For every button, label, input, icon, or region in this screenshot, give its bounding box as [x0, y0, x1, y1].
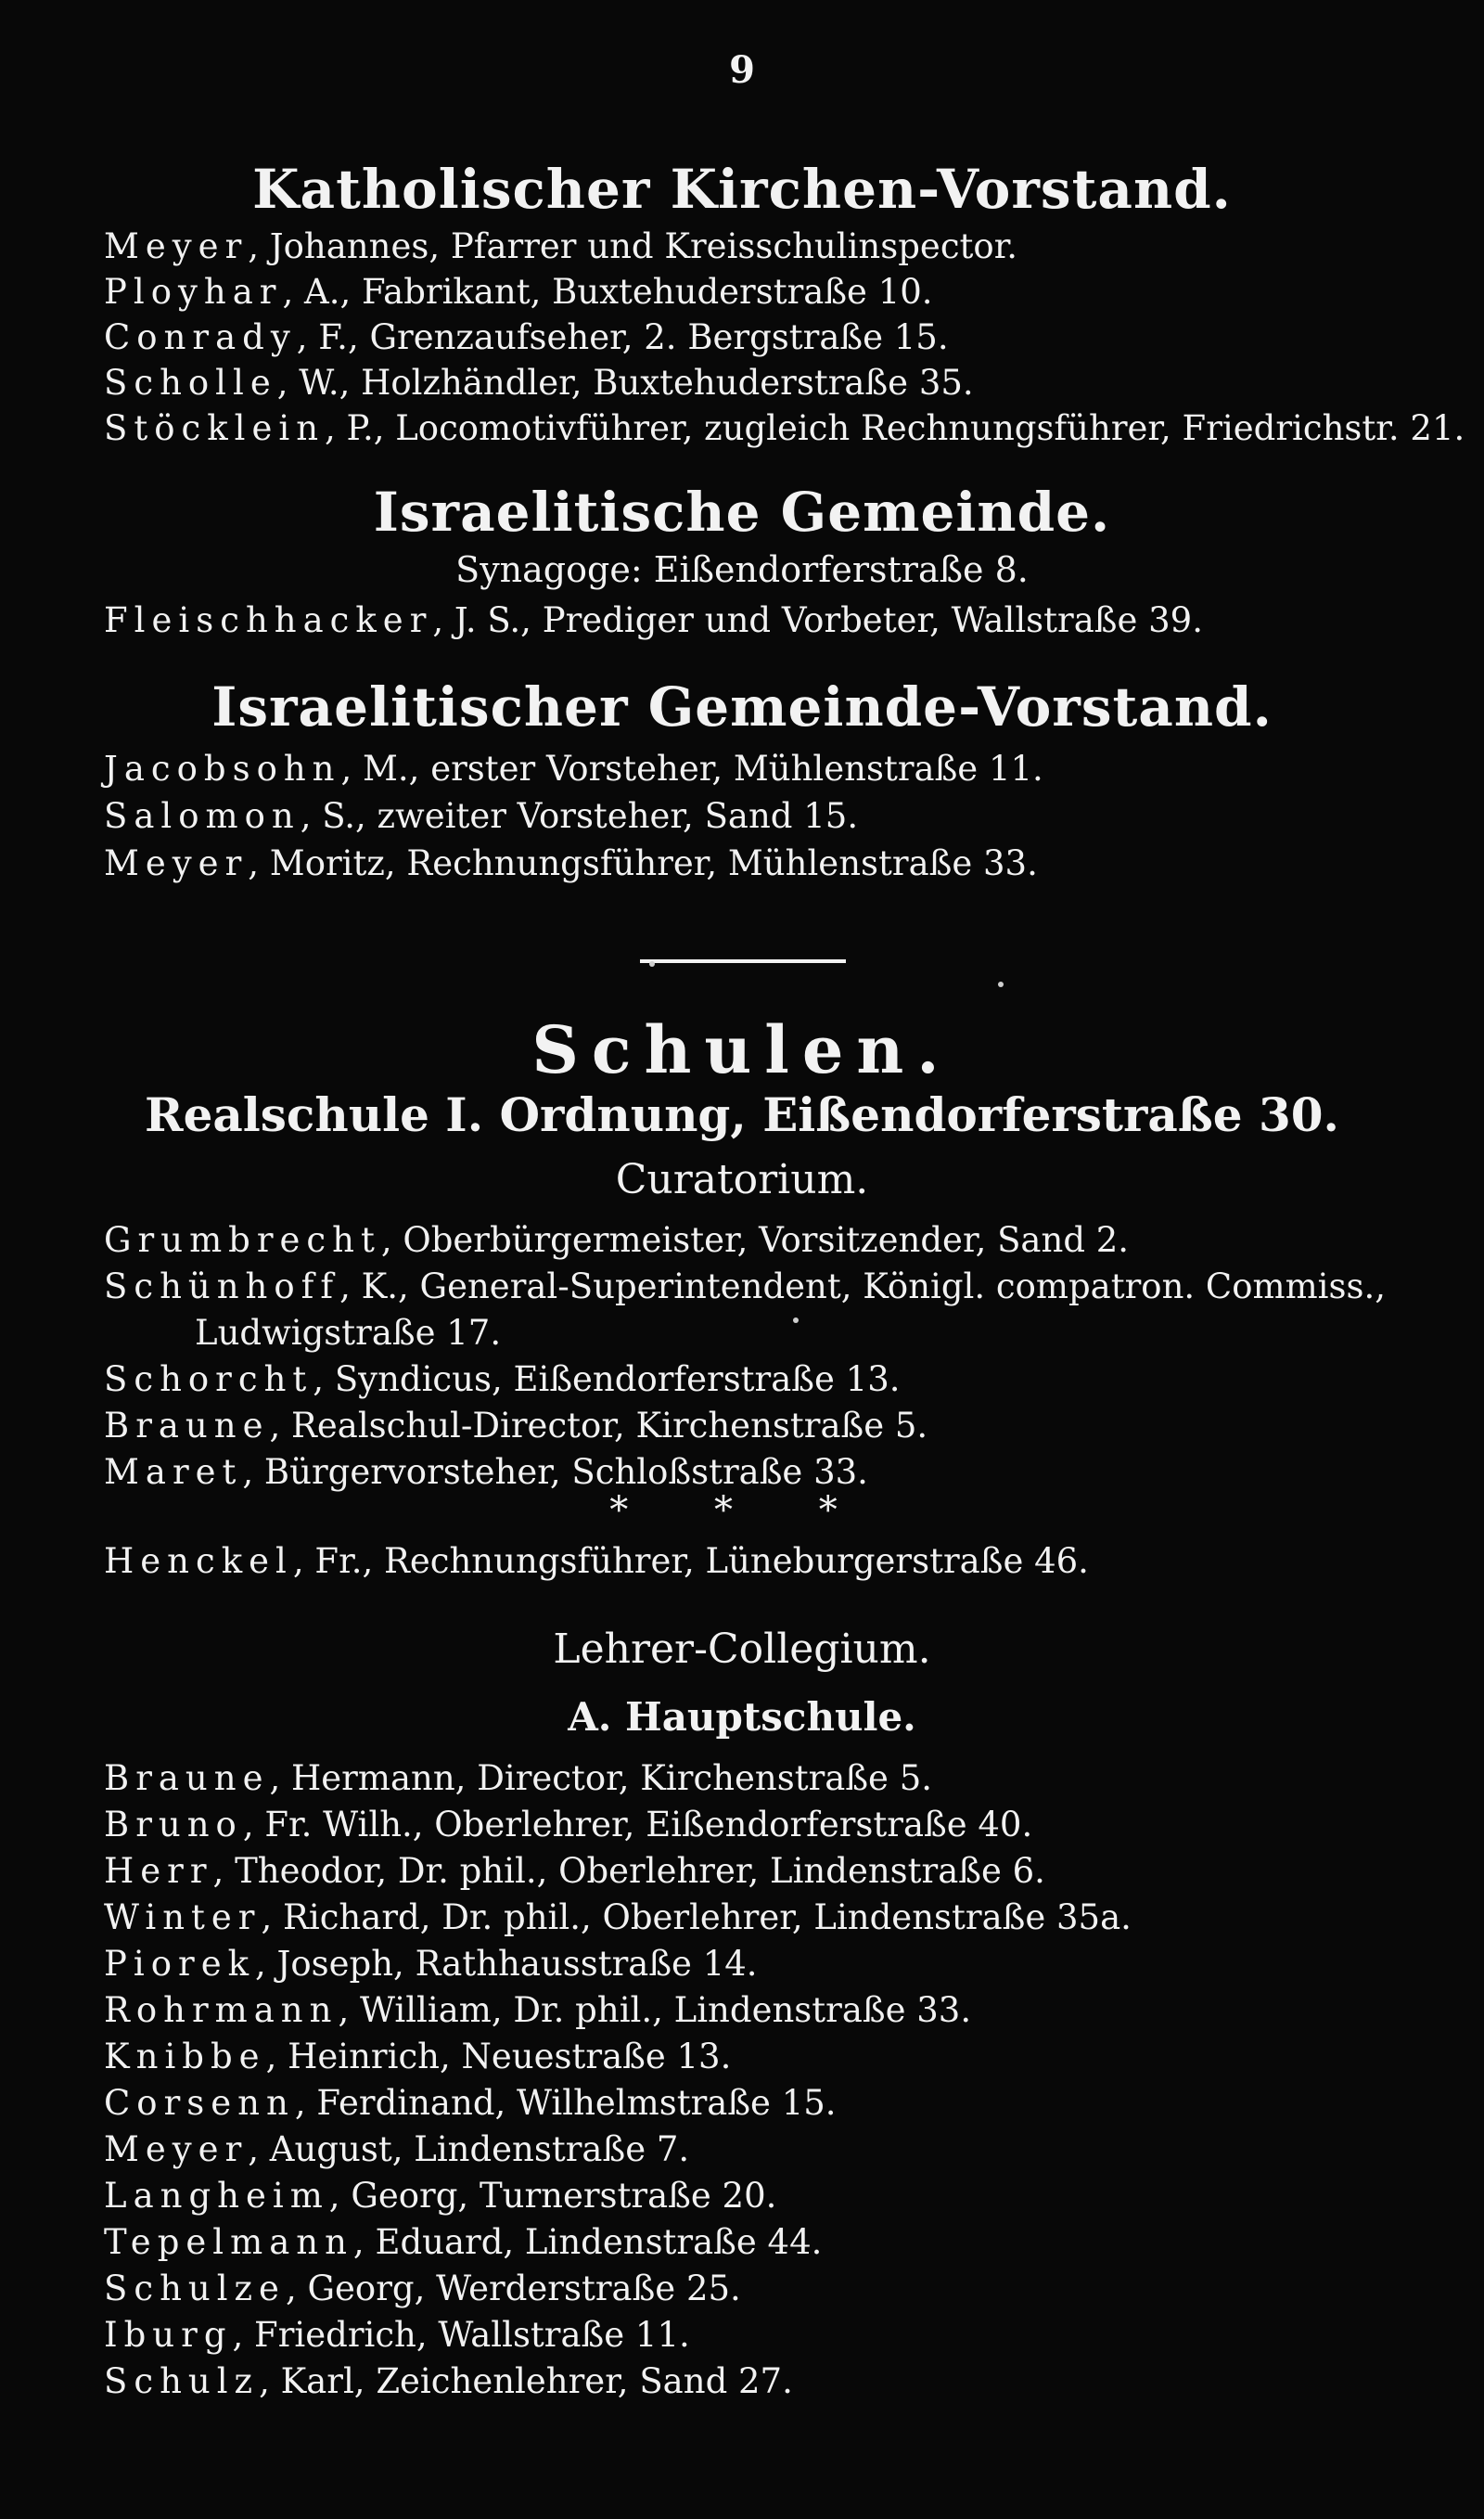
ink-speck	[998, 982, 1004, 987]
entry-details: , P., Locomotivführer, zugleich Rechnungsführer, Friedrichstr. 21.	[325, 408, 1465, 448]
entry-continuation-line	[195, 1312, 501, 1355]
entry-name: Jacobsohn	[104, 749, 341, 789]
entry-line	[104, 1943, 758, 1986]
entry-line	[104, 1266, 1386, 1308]
main-school-heading: A. Hauptschule.	[568, 1694, 916, 1740]
curatorium-heading: Curatorium.	[615, 1156, 869, 1203]
section-divider	[640, 959, 846, 963]
entry-details: , Fr. Wilh., Oberlehrer, Eißendorferstraße 40.	[242, 1805, 1033, 1844]
entry-name: Meyer	[104, 843, 249, 883]
entry-name: Bruno	[104, 1805, 243, 1844]
entry-line	[104, 748, 1043, 790]
entry-line	[104, 795, 858, 838]
entry-details: , Richard, Dr. phil., Oberlehrer, Lindenstraße 35a.	[261, 1897, 1132, 1937]
entry-line	[104, 362, 974, 405]
synagogue-line: Synagoge: Eißendorferstraße 8.	[455, 549, 1029, 590]
entry-line	[104, 1405, 928, 1447]
entry-name: Piorek	[104, 1944, 256, 1984]
entry-line	[104, 407, 1465, 450]
entry-details: , Joseph, Rathhausstraße 14.	[255, 1944, 758, 1984]
schools-heading: Schulen.	[531, 1011, 953, 1088]
entry-line	[104, 271, 933, 314]
asterism: * * *	[609, 1489, 875, 1532]
entry-name: Stöcklein	[104, 408, 326, 448]
entry-name: Henckel	[104, 1541, 293, 1581]
entry-details: , Realschul-Director, Kirchenstraße 5.	[269, 1406, 928, 1446]
entry-details: , Georg, Turnerstraße 20.	[328, 2176, 777, 2216]
entry-name: Ployhar	[104, 272, 283, 312]
entry-name: Tepelmann	[104, 2222, 353, 2262]
entry-details: , M., erster Vorsteher, Mühlenstraße 11.	[340, 749, 1043, 789]
entry-name: Herr	[104, 1851, 213, 1891]
entry-line	[104, 2036, 731, 2078]
entry-name: Corsenn	[104, 2083, 295, 2123]
entry-details: , Georg, Werderstraße 25.	[285, 2268, 741, 2308]
entry-details: , F., Grenzaufseher, 2. Bergstraße 15.	[296, 317, 949, 357]
entry-details: , Syndicus, Eißendorferstraße 13.	[313, 1359, 901, 1399]
entry-name: Fleischhacker	[104, 600, 433, 640]
entry-name: Schorcht	[104, 1359, 313, 1399]
entry-name: Scholle	[104, 363, 277, 403]
entry-details: Ludwigstraße 17.	[195, 1313, 502, 1353]
entry-name: Conrady	[104, 317, 297, 357]
entry-name: Schulz	[104, 2361, 260, 2401]
entry-line	[104, 316, 949, 359]
entry-details: , S., zweiter Vorsteher, Sand 15.	[300, 796, 859, 836]
entry-line	[104, 599, 1203, 642]
entry-line	[104, 1896, 1132, 1939]
entry-details: , Oberbürgermeister, Vorsitzender, Sand 2.	[380, 1220, 1130, 1260]
israelite-board-heading: Israelitischer Gemeinde-Vorstand.	[211, 675, 1273, 739]
entry-line	[104, 2128, 689, 2171]
entry-name: Meyer	[104, 226, 249, 266]
entry-details: , August, Lindenstraße 7.	[248, 2129, 690, 2169]
entry-name: Grumbrecht	[104, 1220, 381, 1260]
ink-speck	[793, 1317, 799, 1323]
entry-name: Braune	[104, 1406, 270, 1446]
entry-details: , Fr., Rechnungsführer, Lüneburgerstraße 46.	[292, 1541, 1089, 1581]
entry-details: , Theodor, Dr. phil., Oberlehrer, Lindenstraße 6.	[212, 1851, 1045, 1891]
entry-line	[104, 225, 1017, 268]
entry-line	[104, 2221, 822, 2264]
entry-line	[104, 2314, 690, 2357]
entry-line	[104, 2360, 793, 2403]
entry-name: Meyer	[104, 2129, 249, 2169]
entry-details: , Bürgervorsteher, Schloßstraße 33.	[242, 1452, 868, 1492]
israelite-community-heading: Israelitische Gemeinde.	[373, 481, 1111, 544]
entry-name: Winter	[104, 1897, 262, 1937]
page-number: 9	[729, 48, 755, 92]
entry-line	[104, 1804, 1032, 1846]
entry-details: , W., Holzhändler, Buxtehuderstraße 35.	[276, 363, 974, 403]
entry-name: Knibbe	[104, 2037, 266, 2076]
entry-line	[104, 2082, 837, 2125]
entry-details: , Heinrich, Neuestraße 13.	[265, 2037, 732, 2076]
entry-name: Rohrmann	[104, 1990, 339, 2030]
entry-line	[104, 1219, 1129, 1262]
entry-details: , Karl, Zeichenlehrer, Sand 27.	[259, 2361, 793, 2401]
entry-name: Maret	[104, 1452, 243, 1492]
school-name-heading: Realschule I. Ordnung, Eißendorferstraße 30.	[145, 1087, 1339, 1142]
entry-name: Braune	[104, 1758, 270, 1798]
entry-name: Salomon	[104, 796, 301, 836]
entry-line	[104, 1540, 1089, 1583]
entry-details: , K., General-Superintendent, Königl. compatron. Commiss.,	[339, 1266, 1387, 1306]
entry-line	[104, 1358, 901, 1401]
entry-line	[104, 842, 1038, 885]
entry-name: Schulze	[104, 2268, 286, 2308]
catholic-board-heading: Katholischer Kirchen-Vorstand.	[252, 158, 1232, 221]
entry-line	[104, 1451, 868, 1494]
entry-details: , William, Dr. phil., Lindenstraße 33.	[338, 1990, 972, 2030]
entry-line	[104, 2268, 741, 2310]
entry-details: , Johannes, Pfarrer und Kreisschulinspector.	[248, 226, 1018, 266]
entry-name: Schünhoff	[104, 1266, 340, 1306]
entry-line	[104, 1989, 971, 2032]
entry-name: Iburg	[104, 2315, 233, 2355]
entry-details: , J. S., Prediger und Vorbeter, Wallstraße 39.	[432, 600, 1203, 640]
entry-name: Langheim	[104, 2176, 329, 2216]
entry-details: , Ferdinand, Wilhelmstraße 15.	[294, 2083, 837, 2123]
entry-details: , Hermann, Director, Kirchenstraße 5.	[269, 1758, 933, 1798]
ink-speck	[649, 961, 655, 967]
entry-line	[104, 1850, 1045, 1893]
entry-line	[104, 1757, 932, 1800]
entry-details: , A., Fabrikant, Buxtehuderstraße 10.	[282, 272, 933, 312]
teachers-heading: Lehrer-Collegium.	[553, 1626, 931, 1673]
entry-details: , Moritz, Rechnungsführer, Mühlenstraße 33.	[248, 843, 1038, 883]
entry-details: , Eduard, Lindenstraße 44.	[352, 2222, 823, 2262]
entry-details: , Friedrich, Wallstraße 11.	[232, 2315, 690, 2355]
entry-line	[104, 2175, 776, 2217]
